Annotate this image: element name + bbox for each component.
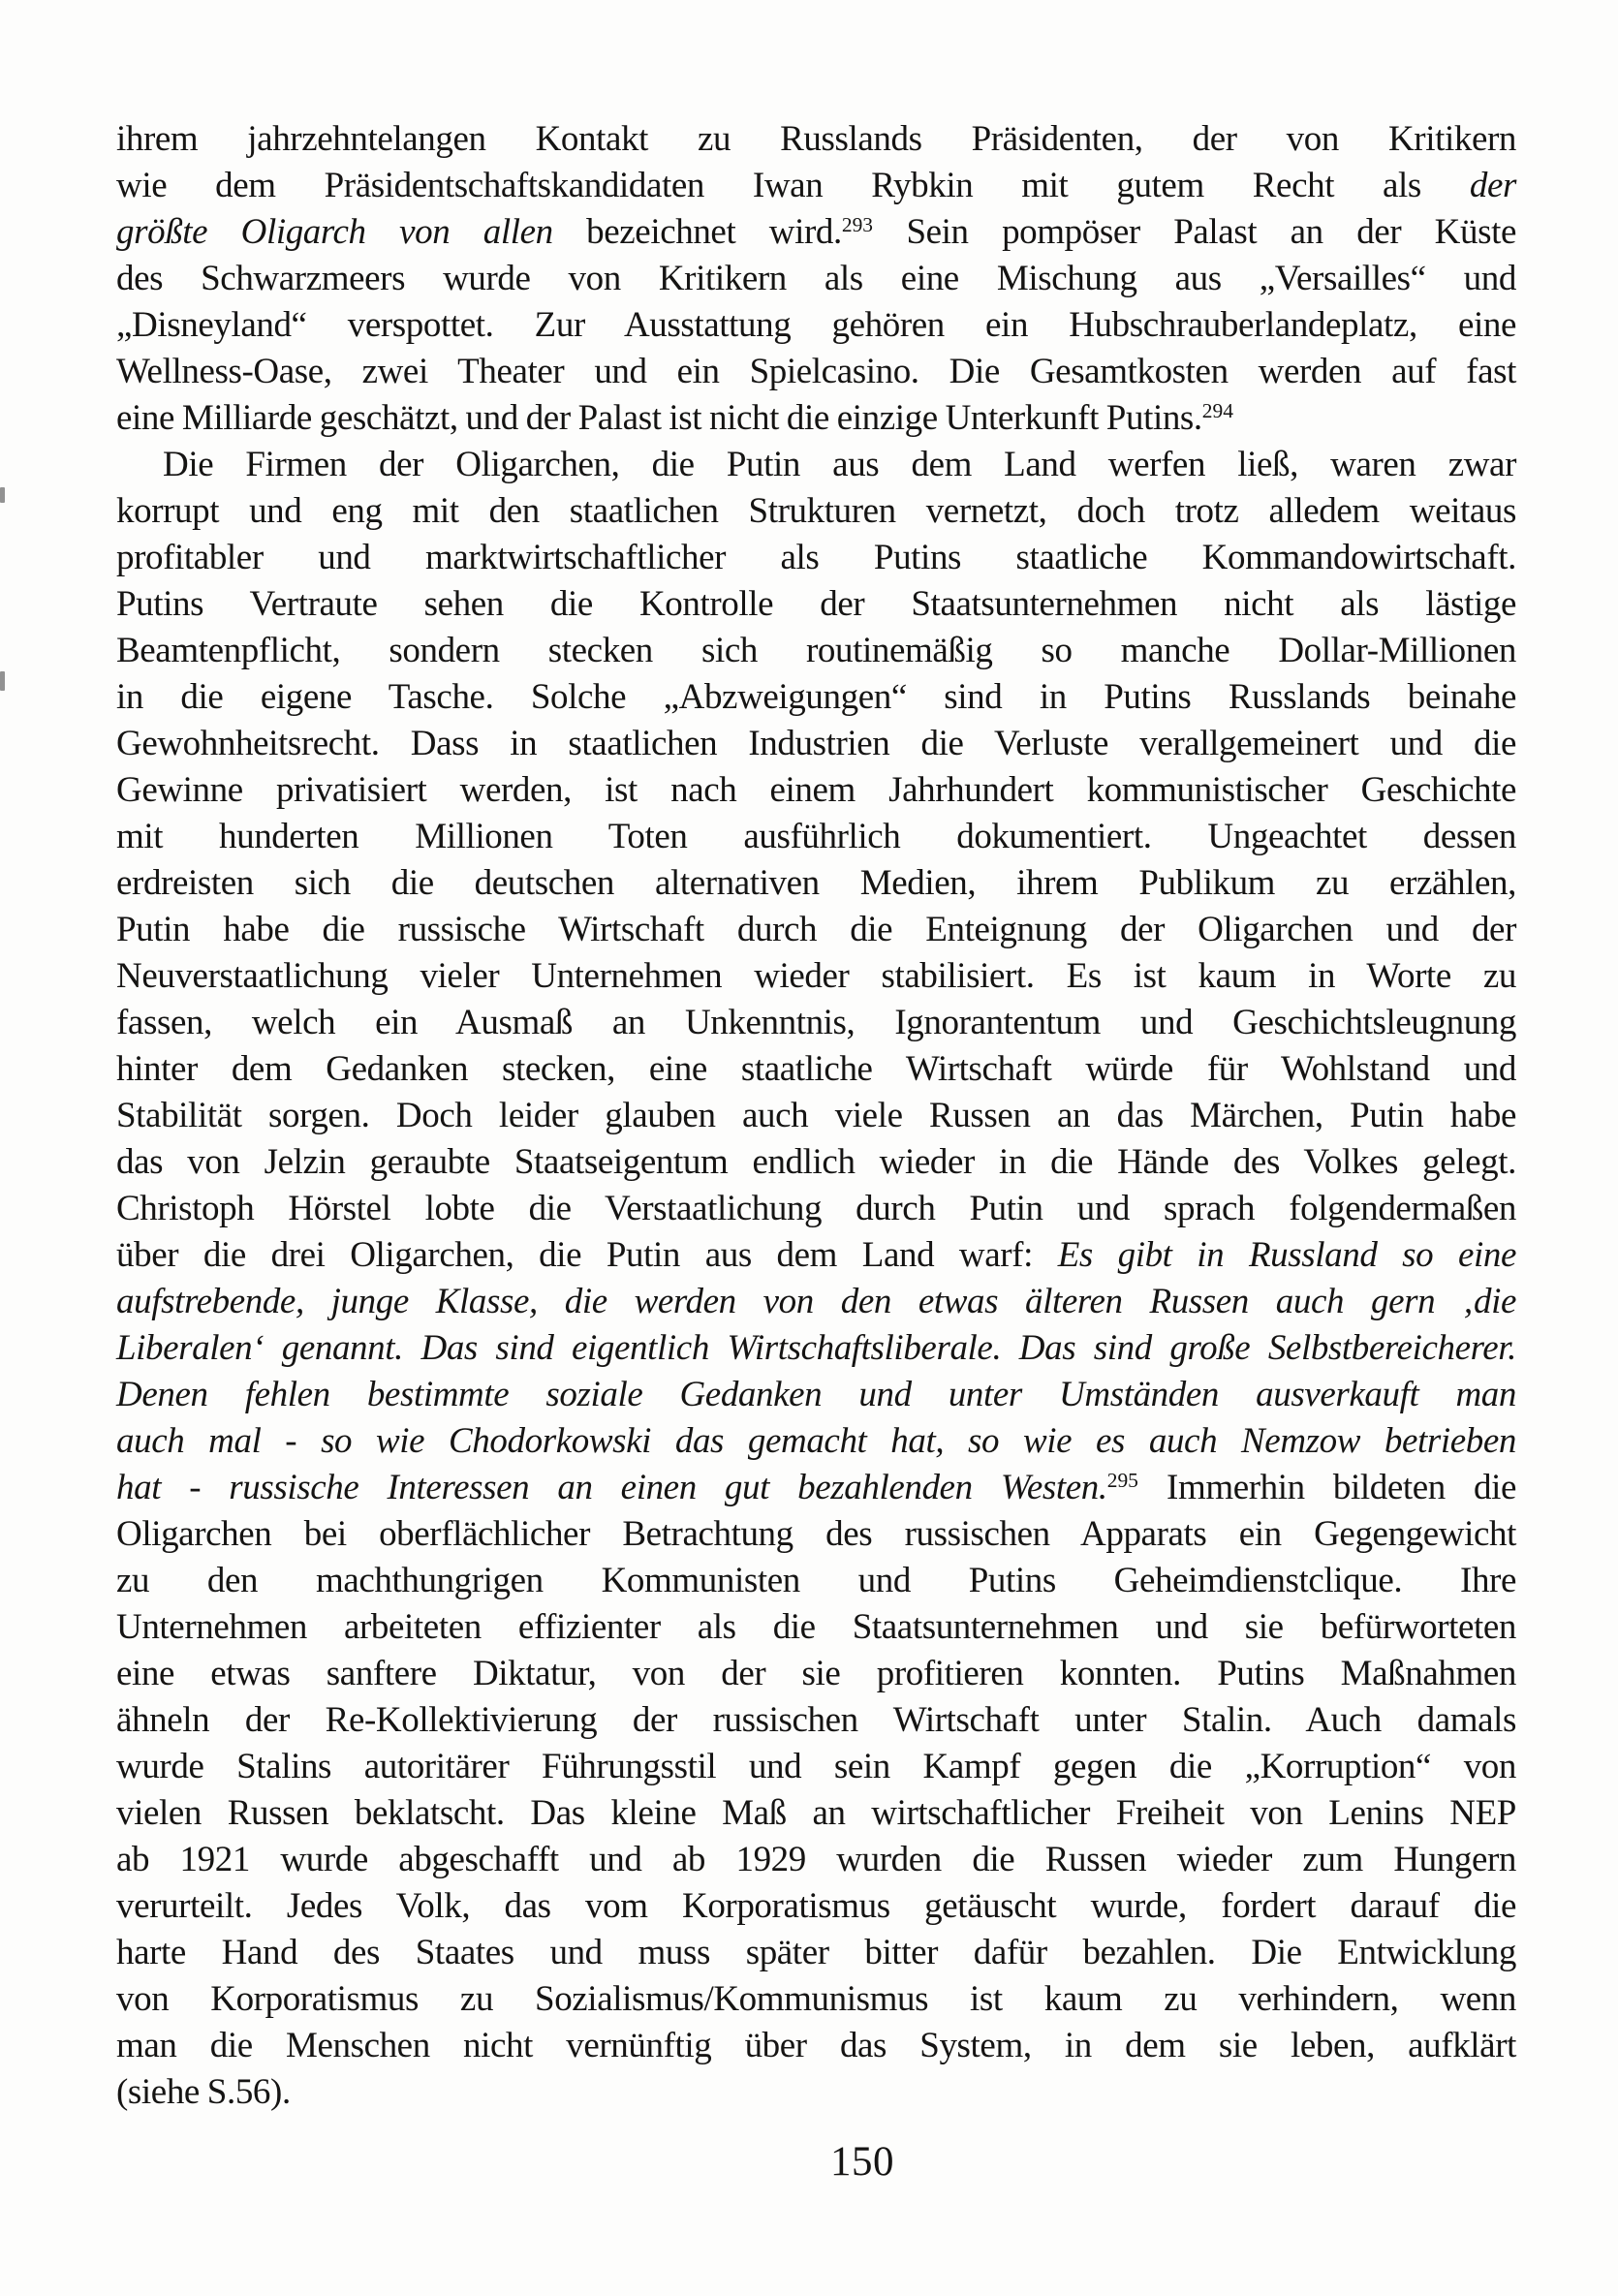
text-segment: harte Hand des Staates und muss später bitter dafür bezahlen. Die Entwicklung [116, 1933, 1516, 1972]
text-line [116, 535, 1516, 581]
text-line [116, 628, 1516, 674]
text-line [116, 1697, 1516, 1744]
text-line [116, 1139, 1516, 1186]
text-line [116, 2023, 1516, 2069]
text-segment: fassen, welch ein Ausmaß an Unkenntnis, Ignorantentum und Geschichtsleugnung [116, 1003, 1516, 1042]
scan-artifact [0, 487, 5, 503]
text-segment: größte Oligarch von allen [116, 212, 553, 252]
text-line [116, 1790, 1516, 1837]
text-line [116, 1837, 1516, 1883]
text-line [116, 1093, 1516, 1139]
text-segment: Stabilität sorgen. Doch leider glauben auch viele Russen an das Märchen, Putin habe [116, 1096, 1516, 1135]
text-line [116, 1744, 1516, 1790]
text-segment: Unternehmen arbeiteten effizienter als die Staatsunternehmen und sie befürworteten [116, 1607, 1516, 1647]
text-line [116, 907, 1516, 953]
text-line [116, 116, 1516, 163]
text-segment: ähneln der Re-Kollektivierung der russischen Wirtschaft unter Stalin. Auch damals [116, 1700, 1516, 1740]
text-segment: Es gibt in Russland so eine [1057, 1235, 1516, 1275]
text-segment: Putins Vertraute sehen die Kontrolle der Staatsunternehmen nicht als lästige [116, 584, 1516, 624]
text-segment: Gewohnheitsrecht. Dass in staatlichen Industrien die Verluste verallgemeinert und die [116, 724, 1516, 763]
text-line [116, 953, 1516, 1000]
text-segment: über die drei Oligarchen, die Putin aus dem Land warf: [116, 1235, 1058, 1275]
text-segment: Die Firmen der Oligarchen, die Putin aus dem Land werfen ließ, waren zwar [163, 445, 1516, 484]
text-segment: bezeichnet wird. [552, 212, 842, 252]
text-line [116, 1604, 1516, 1651]
text-line [116, 1232, 1516, 1279]
scan-artifact [0, 671, 5, 691]
text-line [116, 1279, 1516, 1325]
text-segment: profitabler und marktwirtschaftlicher als Putins staatliche Kommandowirtschaft. [116, 538, 1516, 577]
text-line [116, 860, 1516, 907]
text-line [116, 1976, 1516, 2023]
text-segment: vielen Russen beklatscht. Das kleine Maß an wirtschaftlicher Freiheit von Lenins NEP [116, 1793, 1516, 1833]
text-segment: Neuverstaatlichung vieler Unternehmen wieder stabilisiert. Es ist kaum in Worte zu [116, 956, 1516, 996]
text-line [116, 1511, 1516, 1558]
text-line [116, 302, 1516, 349]
text-segment: des Schwarzmeers wurde von Kritikern als eine Mischung aus „Versailles“ und [116, 259, 1516, 298]
text-line [116, 1000, 1516, 1046]
text-segment: Oligarchen bei oberflächlicher Betrachtung des russischen Apparats ein Gegengewicht [116, 1514, 1516, 1554]
text-line [116, 1325, 1516, 1372]
text-segment: man die Menschen nicht vernünftig über das System, in dem sie leben, aufklärt [116, 2026, 1516, 2065]
text-line [116, 1883, 1516, 1930]
text-line [116, 488, 1516, 535]
text-line [116, 767, 1516, 814]
text-line [116, 209, 1516, 256]
text-line [116, 1372, 1516, 1418]
text-line [116, 256, 1516, 302]
text-segment: Putin habe die russische Wirtschaft durch die Enteignung der Oligarchen und der [116, 910, 1516, 949]
text-line [116, 442, 1516, 488]
text-line [116, 814, 1516, 860]
text-line [116, 1186, 1516, 1232]
text-line [116, 1558, 1516, 1604]
text-segment: Gewinne privatisiert werden, ist nach einem Jahrhundert kommunistischer Geschichte [116, 770, 1516, 810]
text-segment: ihrem jahrzehntelangen Kontakt zu Russlands Präsidenten, der von Kritikern [116, 119, 1516, 159]
text-line [116, 1046, 1516, 1093]
text-line [116, 349, 1516, 395]
text-segment: (siehe S.56). [116, 2072, 291, 2112]
text-segment: Christoph Hörstel lobte die Verstaatlichung durch Putin und sprach folgendermaßen [116, 1189, 1516, 1228]
text-line [116, 721, 1516, 767]
text-segment: verurteilt. Jedes Volk, das vom Korporatismus getäuscht wurde, fordert darauf die [116, 1886, 1516, 1926]
text-segment: wurde Stalins autoritärer Führungsstil und sein Kampf gegen die „Korruption“ von [116, 1747, 1516, 1786]
text-line [116, 581, 1516, 628]
text-segment: korrupt und eng mit den staatlichen Strukturen vernetzt, doch trotz alledem weitaus [116, 491, 1516, 531]
text-segment: das von Jelzin geraubte Staatseigentum endlich wieder in die Hände des Volkes gelegt. [116, 1142, 1516, 1182]
text-segment: mit hunderten Millionen Toten ausführlich dokumentiert. Ungeachtet dessen [116, 817, 1516, 856]
page-number: 150 [830, 2139, 894, 2185]
text-segment: eine etwas sanftere Diktatur, von der sie profitieren konnten. Putins Maßnahmen [116, 1654, 1516, 1693]
text-line [116, 1465, 1516, 1511]
text-segment: Denen fehlen bestimmte soziale Gedanken und unter Umständen ausverkauft man [116, 1375, 1516, 1414]
text-line [116, 163, 1516, 209]
text-segment: zu den machthungrigen Kommunisten und Putins Geheimdienstclique. Ihre [116, 1561, 1516, 1600]
body-text [116, 116, 1516, 2116]
text-line [116, 2069, 1516, 2116]
text-segment: hinter dem Gedanken stecken, eine staatliche Wirtschaft würde für Wohlstand und [116, 1049, 1516, 1089]
text-segment: Liberalen‘ genannt. Das sind eigentlich Wirtschaftsliberale. Das sind große Selbstbereicherer. [116, 1328, 1516, 1368]
footnote-marker: 294 [1201, 399, 1233, 423]
text-segment: „Disneyland“ verspottet. Zur Ausstattung gehören ein Hubschrauberlandeplatz, eine [116, 305, 1516, 345]
text-segment: erdreisten sich die deutschen alternativen Medien, ihrem Publikum zu erzählen, [116, 863, 1516, 903]
text-line [116, 1418, 1516, 1465]
text-line [116, 1651, 1516, 1697]
text-line [116, 395, 1516, 442]
text-segment: hat - russische Interessen an einen gut bezahlenden Westen. [116, 1468, 1107, 1507]
footnote-marker: 295 [1106, 1469, 1138, 1493]
text-line [116, 674, 1516, 721]
text-segment: eine Milliarde geschätzt, und der Palast ist nicht die einzige Unterkunft Putins. [116, 398, 1202, 438]
text-segment: aufstrebende, junge Klasse, die werden von den etwas älteren Russen auch gern ‚die [116, 1282, 1516, 1321]
text-segment: ab 1921 wurde abgeschafft und ab 1929 wurden die Russen wieder zum Hungern [116, 1840, 1516, 1879]
text-segment: von Korporatismus zu Sozialismus/Kommunismus ist kaum zu verhindern, wenn [116, 1979, 1516, 2019]
footnote-marker: 293 [841, 213, 874, 237]
text-segment: in die eigene Tasche. Solche „Abzweigungen“ sind in Putins Russlands beinahe [116, 677, 1516, 717]
text-segment: Wellness-Oase, zwei Theater und ein Spielcasino. Die Gesamtkosten werden auf fast [116, 352, 1516, 391]
text-line [116, 1930, 1516, 1976]
text-segment: Sein pompöser Palast an der Küste [873, 212, 1516, 252]
text-segment: auch mal - so wie Chodorkowski das gemacht hat, so wie es auch Nemzow betrieben [116, 1421, 1516, 1461]
text-segment: Immerhin bildeten die [1137, 1468, 1516, 1507]
text-segment: der [1469, 166, 1516, 205]
text-segment: wie dem Präsidentschaftskandidaten Iwan Rybkin mit gutem Recht als [116, 166, 1470, 205]
text-segment: Beamtenpflicht, sondern stecken sich routinemäßig so manche Dollar-Millionen [116, 631, 1516, 670]
